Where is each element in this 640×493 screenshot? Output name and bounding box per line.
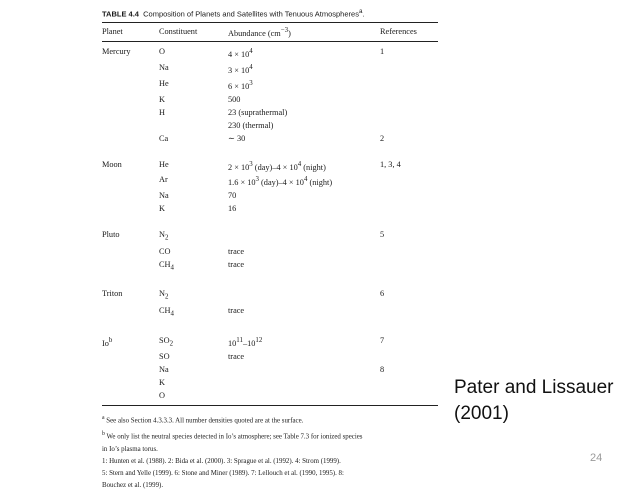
cell-references [380, 389, 438, 402]
composition-table [102, 23, 438, 403]
cell-constituent: $CH_4$ [159, 306, 174, 318]
cell-abundance [228, 389, 380, 402]
header-row [102, 23, 438, 42]
cell-references [380, 304, 438, 321]
exponent: 3 [249, 79, 253, 87]
cell-references [380, 202, 438, 215]
table-row [102, 132, 438, 145]
caption-footnote-mark: a [358, 8, 363, 15]
exponent: 3 [255, 176, 259, 184]
cell-references: 8 [380, 365, 385, 375]
cell-planet [102, 258, 159, 275]
cell-planet [102, 173, 159, 189]
cell-planet: Triton [102, 289, 123, 299]
cell-constituent: $SO_2$ [159, 335, 174, 348]
cell-planet [102, 376, 159, 389]
caption-end: . [362, 9, 365, 19]
table-row [102, 189, 438, 202]
cell-planet [102, 363, 159, 376]
cell-references [380, 77, 438, 93]
references-line-1: 1: Hunten et al. (1988). 2: Bida et al. (2000). 3: Sprague et al. (1992). 4: Strom (1999). [102, 457, 341, 465]
cell-constituent: $N_2$ [159, 230, 169, 242]
cell-abundance: 23 (suprathermal) [228, 107, 288, 117]
cell-references [380, 61, 438, 77]
cell-constituent: K [159, 94, 165, 104]
cell-abundance [228, 228, 380, 245]
cell-planet [102, 202, 159, 215]
cell-constituent: H [159, 107, 165, 117]
cell-constituent: He [159, 78, 169, 88]
cell-abundance [228, 287, 380, 304]
cell-constituent: He [159, 159, 169, 169]
table-row [102, 350, 438, 363]
note-b: $^b$ We only list the neutral species detected in Io’s atmosphere; see Table 7.3 for ionized species [102, 430, 363, 441]
credit-line-2: (2001) [454, 403, 509, 424]
cell-constituent: $CH_4$ [159, 259, 174, 272]
cell-constituent: O [159, 47, 165, 57]
cell-planet [102, 132, 159, 145]
cell-planet [102, 389, 159, 402]
subscript: 2 [165, 294, 169, 302]
header-rule [102, 41, 438, 42]
cell-abundance [228, 363, 380, 376]
cell-planet [102, 245, 159, 258]
table-row [102, 376, 438, 389]
page-number: 24 [590, 452, 603, 464]
cell-references [380, 189, 438, 202]
source-credit [454, 375, 614, 427]
spacer-row [102, 321, 438, 334]
cell-constituent: K [159, 378, 165, 388]
cell-references: 1, 3, 4 [380, 159, 401, 169]
table-row [102, 158, 438, 174]
table-row [102, 389, 438, 402]
table-row [102, 77, 438, 93]
table-row [102, 61, 438, 77]
table-row [102, 334, 438, 351]
table-row [102, 93, 438, 106]
cell-references: 7 [380, 335, 385, 345]
note-b-cont: in Io’s plasma torus. [102, 445, 158, 453]
cell-planet: Io$^b$ [102, 336, 113, 348]
cell-constituent: Na [159, 365, 169, 375]
cell-abundance: trace [228, 306, 245, 316]
table-row [102, 119, 438, 132]
cell-abundance: trace [228, 246, 245, 256]
exponent: 11 [236, 336, 243, 344]
cell-abundance: trace [228, 259, 245, 269]
cell-references [380, 119, 438, 132]
table-row [102, 258, 438, 275]
cell-abundance: 500 [228, 94, 241, 104]
cell-constituent: Na [159, 191, 169, 201]
table-row [102, 245, 438, 258]
cell-abundance: $2 \times 10^3$ $(day)-4 \times 10^4$ (night) [228, 160, 326, 172]
cell-planet: Moon [102, 159, 122, 169]
header-abundance: Abundance $(cm^{-3})$ [228, 26, 291, 38]
cell-abundance: $10^{11}-10^{12}$ [228, 336, 263, 348]
exponent: 3 [249, 160, 253, 168]
cell-planet: Mercury [102, 47, 131, 57]
header-constituent: Constituent [159, 27, 198, 37]
table-row [102, 106, 438, 119]
table-row [102, 304, 438, 321]
cell-references [380, 350, 438, 363]
credit-line-1: Pater and Lissauer [454, 377, 614, 398]
exponent: 12 [255, 336, 263, 344]
cell-abundance: $1.6 \times 10^3$ $(day)-4 \times 10^4$ (night) [228, 176, 333, 188]
table-row [102, 45, 438, 61]
spacer-row [102, 274, 438, 287]
cell-constituent: $N_2$ [159, 289, 169, 302]
cell-references [380, 93, 438, 106]
note-a: $^a$ See also Section 4.3.3.3. All number densities quoted are at the surface. [102, 415, 304, 425]
table-body [102, 45, 438, 402]
cell-references [380, 245, 438, 258]
cell-references: 1 [380, 47, 385, 57]
table-row [102, 228, 438, 245]
composition-table-figure [102, 8, 438, 493]
cell-abundance: 230 (thermal) [228, 120, 274, 130]
spacer-row [102, 215, 438, 228]
table-row [102, 287, 438, 304]
cell-constituent: K [159, 204, 165, 214]
table-caption-text: Composition of Planets and Satellites with Tenuous Atmospheres [143, 9, 359, 19]
cell-planet: Pluto [102, 230, 120, 240]
cell-abundance: 70 [228, 191, 237, 201]
cell-constituent: Na [159, 63, 169, 73]
exponent: 4 [297, 160, 302, 168]
table-caption [102, 8, 438, 19]
cell-abundance [228, 376, 380, 389]
cell-references [380, 106, 438, 119]
cell-references [380, 376, 438, 389]
cell-references [380, 258, 438, 275]
references-line-3: Bouchez et al. (1999). [102, 482, 164, 490]
cell-references: 6 [380, 289, 385, 299]
table-row [102, 202, 438, 215]
subscript: 4 [170, 264, 174, 272]
cell-abundance: $6 \times 10^3$ [228, 79, 253, 91]
cell-abundance: trace [228, 352, 245, 362]
cell-planet [102, 189, 159, 202]
planet-footnote-mark: b [108, 336, 113, 344]
cell-constituent: Ar [159, 175, 168, 185]
cell-constituent: Ca [159, 133, 169, 143]
cell-references: 5 [380, 230, 385, 240]
header-references: References [380, 27, 417, 37]
cell-constituent: CO [159, 246, 171, 256]
cell-planet [102, 93, 159, 106]
exponent: 4 [303, 176, 308, 184]
subscript: 2 [165, 234, 169, 242]
cell-planet [102, 77, 159, 93]
cell-planet [102, 61, 159, 77]
spacer-row [102, 145, 438, 158]
cell-abundance: ∼ 30 [228, 133, 246, 143]
subscript: 4 [170, 310, 174, 318]
cell-references: 2 [380, 133, 385, 143]
bottom-rule [102, 405, 438, 406]
exponent: 4 [249, 48, 253, 56]
subscript: 2 [169, 340, 174, 348]
cell-abundance: 16 [228, 204, 237, 214]
cell-abundance: $4 \times 10^4$ [228, 48, 253, 60]
table-row [102, 363, 438, 376]
cell-constituent: SO [159, 352, 170, 362]
cell-planet [102, 350, 159, 363]
table-row [102, 173, 438, 189]
cell-planet [102, 106, 159, 119]
exponent: 4 [249, 64, 253, 72]
table-notes [102, 412, 438, 492]
cell-references [380, 173, 438, 189]
header-planet: Planet [102, 27, 123, 37]
cell-planet [102, 119, 159, 132]
cell-planet [102, 304, 159, 321]
cell-constituent [159, 119, 228, 132]
cell-constituent: O [159, 391, 165, 401]
table-caption-label: TABLE 4.4 [102, 9, 139, 19]
references-line-2: 5: Stern and Yelle (1999). 6: Stone and Miner (1989). 7: Lellouch et al. (1990, 1995). 8: [102, 470, 344, 478]
cell-abundance: $3 \times 10^4$ [228, 64, 253, 75]
